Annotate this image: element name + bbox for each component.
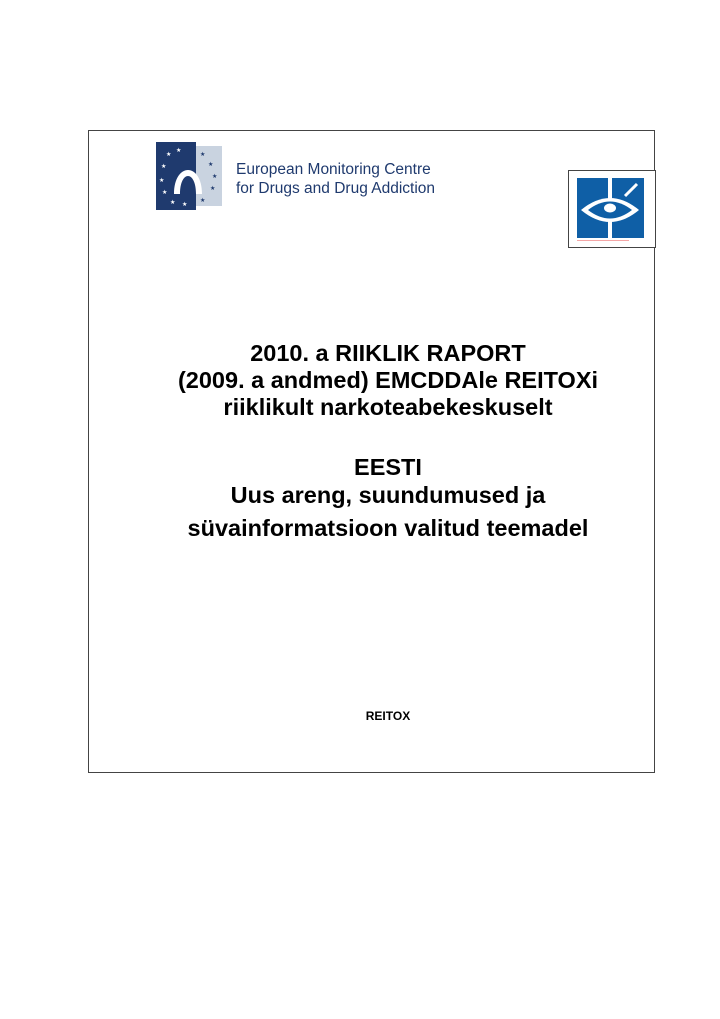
svg-text:★: ★ (200, 151, 206, 158)
svg-text:★: ★ (170, 199, 176, 206)
emcdda-name (236, 160, 435, 198)
reitox-label: REITOX (365, 709, 411, 723)
svg-text:★: ★ (159, 177, 165, 184)
country-subtitle (88, 454, 688, 542)
svg-text:★: ★ (212, 173, 218, 180)
svg-text:★: ★ (210, 185, 216, 192)
emcdda-logo-icon (156, 142, 222, 210)
emcdda-name-line2: for Drugs and Drug Addiction (236, 180, 436, 197)
svg-text:★: ★ (182, 201, 188, 208)
svg-text:★: ★ (200, 197, 206, 204)
country-name: EESTI (354, 454, 422, 480)
reitox-underline (577, 240, 629, 241)
report-title-line: 2010. a RIIKLIK RAPORT (250, 340, 526, 366)
svg-text:★: ★ (166, 151, 172, 158)
subtitle-line: Uus areng, suundumused ja (230, 482, 546, 508)
reitox-eye-icon (577, 178, 644, 238)
report-title-line: (2009. a andmed) EMCDDAle REITOXi (177, 367, 599, 393)
emcdda-name-line1: European Monitoring Centre (236, 161, 431, 178)
svg-text:★: ★ (161, 163, 167, 170)
svg-text:★: ★ (208, 161, 214, 168)
report-title-line: riiklikult narkoteabekeskuselt (223, 394, 553, 420)
report-title (88, 340, 688, 421)
svg-text:★: ★ (176, 147, 182, 154)
subtitle-line: süvainformatsioon valitud teemadel (187, 515, 589, 541)
svg-text:★: ★ (162, 189, 168, 196)
